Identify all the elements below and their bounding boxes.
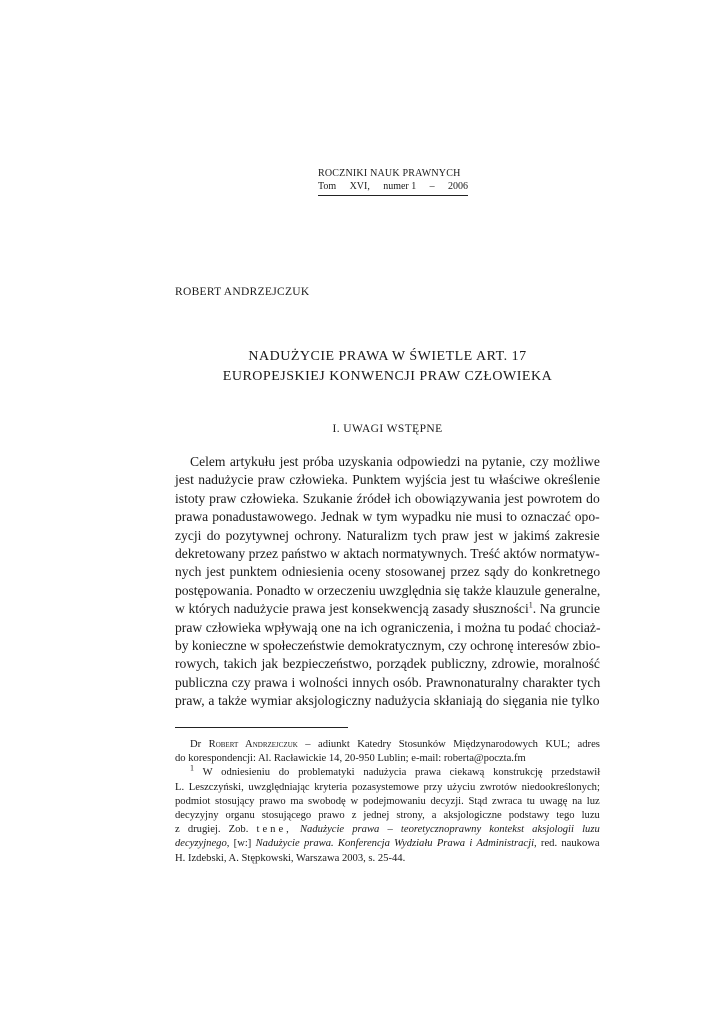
text-line: w których nadużycie prawa jest konsekwencją zasady słuszności$^1$. Na gruncie [175, 600, 601, 617]
footnote-rule [175, 727, 348, 728]
footnote-line: Dr Robert Andrzejczuk – adiunkt Katedry Stosunków Międzynarodowych KUL; adres [190, 739, 600, 750]
volume-word: numer 1 [383, 181, 417, 192]
text-line: by konieczne w społeczeństwie demokratycznym, czy ochronę interesów zbio- [175, 637, 601, 653]
article-title [175, 347, 600, 387]
footnote-line: $^1$ W odniesieniu do problematyki nadużycia prawa ciekawą konstrukcję przedstawił [190, 763, 601, 779]
footnote-number: 1 [190, 763, 194, 773]
body-paragraph [175, 453, 600, 710]
text-line: jest nadużycie praw człowieka. Punktem wyjścia jest tu właściwe określenie [175, 472, 600, 488]
footnote-line: L. Leszczyński, uwzględniając kryteria pozasystemowe przy użyciu zwrotów niedookreślonych; [175, 781, 600, 793]
text-line: nych jest punktem odniesienia oceny stosowanej przez sądy do konkretnego [175, 564, 601, 580]
author-name: ROBERT ANDRZEJCZUK [175, 286, 310, 298]
text-line: postępowania. Ponadto w orzeczeniu uwzględnia się także klauzule generalne, [175, 582, 601, 598]
section-heading: I. UWAGI WSTĘPNE [332, 423, 443, 435]
volume-word: XVI, [349, 181, 370, 192]
footnote-marker[interactable]: 1 [528, 600, 533, 610]
text-line: praw człowieka wpływają one na ich ograniczenia, i można tu podać chociaż- [175, 619, 601, 635]
text-line: prawa ponadustawowego. Jednak w tym wypadku nie musi to oznaczać opo- [175, 509, 600, 525]
text-line: praw, a także wymiar aksjologiczny nadużycia skłaniają do sięgania nie tylko [175, 693, 600, 709]
running-head-rule [318, 195, 468, 196]
text-line: dekretowany przez państwo w aktach normatywnych. Treść aktów normatyw- [175, 545, 600, 561]
text-line: zycji do pozytywnej ochrony. Naturalizm tych praw jest w jakimś zakresie [175, 527, 600, 543]
footnote-line: decyzyjnego, [w:] Nadużycie prawa. Konferencja Wydziału Prawa i Administracji, red. naukowa [175, 838, 600, 850]
title-line: NADUŻYCIE PRAWA W ŚWIETLE ART. 17 [248, 349, 527, 364]
footnote-line: H. Izdebski, A. Stępkowski, Warszawa 2003, s. 25-44. [175, 852, 406, 864]
footnotes [175, 738, 600, 866]
title-line: EUROPEJSKIEJ KONWENCJI PRAW CZŁOWIEKA [222, 369, 553, 384]
footnote-line: z drugiej. Zob. tene, Nadużycie prawa – teoretycznoprawny kontekst aksjologii luzu [175, 824, 600, 836]
footnote-line: do korespondencji: Al. Racławickie 14, 20-950 Lublin; e-mail: roberta@poczta.fm [175, 753, 526, 765]
footnote-line: podmiot stosujący prawo ma swobodę w podejmowaniu decyzji. Stąd zwraca tu uwagę na luz [175, 795, 600, 807]
volume-word: 2006 [447, 181, 468, 192]
text-line: istoty praw człowieka. Szukanie źródeł ich obowiązywania jest powrotem do [175, 490, 600, 506]
footnote-line: decyzyjny organu stosującego prawo z jednej strony, a aksjologiczne podstawy tego luzu [175, 809, 600, 821]
text-line: rowych, takich jak bezpieczeństwo, porządek publiczny, zdrowie, moralność [175, 656, 600, 672]
volume-info [318, 180, 468, 193]
text-line: Celem artykułu jest próba uzyskania odpowiedzi na pytanie, czy możliwe [190, 454, 600, 469]
text-line: publiczna czy prawa i wolności innych osób. Prawnonaturalny charakter tych [175, 674, 601, 690]
author-note-name: Robert Andrzejczuk [208, 739, 298, 750]
volume-word: Tom [318, 181, 337, 192]
running-head [318, 167, 468, 196]
volume-word: – [429, 181, 435, 192]
journal-name: ROCZNIKI NAUK PRAWNYCH [318, 168, 461, 179]
